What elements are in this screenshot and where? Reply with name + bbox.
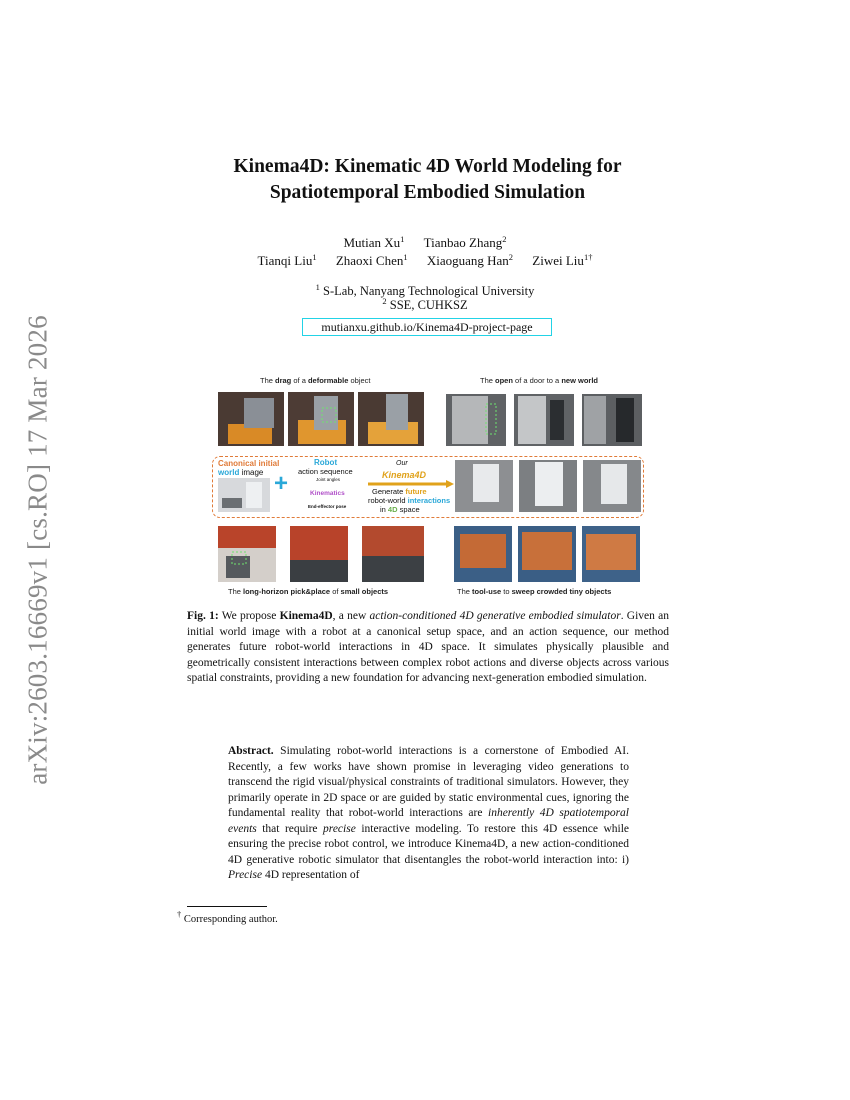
canonical-label: Canonical initial bbox=[218, 459, 280, 468]
footnote: † Corresponding author. bbox=[177, 909, 278, 925]
abstract: Abstract. Simulating robot-world interactions is a cornerstone of Embodied AI. Recently, a few works have shown promise in leveraging video generations to transcend the rigid visual/physical constraints of traditional simulators. However, they primarily operate in 2D space or are guided by static environmental cues, ignoring the fundamental reality that robot-world interactions are inherently 4D spatiotemporal events that require precise interactive modeling. To restore this 4D essence while ensuring the precise robot control, we introduce Kinema4D, a new action-conditioned 4D generative robotic simulator that disentangles the robot-world interaction into: i) Precise 4D representation of bbox=[228, 745, 630, 881]
open-door-frames bbox=[446, 390, 642, 450]
author-name: Tianqi Liu$^1$ bbox=[257, 252, 317, 268]
figure-label: Fig. 1: bbox=[187, 610, 219, 622]
tool-use-frames bbox=[454, 526, 640, 582]
author-name: Tianbao Zhang$^2$ bbox=[423, 234, 507, 250]
figure-caption: Fig. 1: We propose Kinema4D, a new action-conditioned 4D generative embodied simulator. Given an initial world image with a robot at a canonical setup space, and an action sequence, our method generates future robot-world interactions in 4D space. It simulates physically plausible and geometrically consistent interactions between complex robot actions and diverse objects across various spatial constraints, providing a new foundation for advancing next-generation embodied simulation. bbox=[187, 610, 669, 684]
affiliation-1: $^1$ S-Lab, Nanyang Technological University bbox=[315, 282, 535, 298]
author-name: Zhaoxi Chen$^1$ bbox=[335, 252, 408, 268]
title-line-2: Spatiotemporal Embodied Simulation bbox=[269, 182, 586, 203]
panel-caption-drag: The drag of a deformable object bbox=[260, 376, 371, 385]
drag-deformable-frames bbox=[218, 390, 424, 450]
panel-caption-open-door: The open of a door to a new world bbox=[480, 376, 598, 385]
action-sequence-label: action sequence bbox=[298, 467, 353, 476]
arxiv-identifier bbox=[18, 305, 58, 795]
author-row-2 bbox=[0, 252, 850, 269]
project-page-link[interactable]: mutianxu.github.io/Kinema4D-project-page bbox=[302, 318, 552, 336]
paper-title bbox=[150, 154, 705, 206]
author-name: Xiaoguang Han$^2$ bbox=[426, 252, 514, 268]
canonical-world-image bbox=[218, 478, 270, 512]
author-name: Mutian Xu$^1$ bbox=[343, 234, 405, 250]
arxiv-identifier-text: arXiv:2603.16669v1 [cs.RO] 17 Mar 2026 bbox=[22, 315, 53, 785]
model-name-label: Kinema4D bbox=[382, 470, 427, 480]
generate-line-2: robot-world interactions bbox=[368, 496, 451, 505]
author-name: Ziwei Liu$^{1\dagger}$ bbox=[532, 252, 593, 268]
affiliation-2: $^2$ SSE, CUHKSZ bbox=[382, 296, 468, 312]
pick-place-frames bbox=[218, 526, 424, 582]
panel-caption-pick-place: The long-horizon pick&place of small objects bbox=[228, 587, 389, 596]
teaser-figure bbox=[210, 370, 645, 600]
end-effector-label: End-effector pose bbox=[308, 504, 347, 509]
robot-label: Robot bbox=[314, 458, 338, 467]
generate-line-3: in 4D space bbox=[380, 505, 420, 514]
plus-icon: + bbox=[274, 470, 289, 497]
joint-angles-label: Joint angles bbox=[316, 477, 341, 482]
panel-caption-tool-use: The tool-use to sweep crowded tiny objects bbox=[457, 587, 612, 596]
author-row-1 bbox=[0, 234, 850, 251]
generate-line-1: Generate future bbox=[372, 487, 427, 496]
abstract-label: Abstract. bbox=[228, 745, 274, 757]
our-label: Our bbox=[396, 460, 408, 467]
title-line-1: Kinema4D: Kinematic 4D World Modeling for bbox=[233, 156, 622, 177]
footnote-rule bbox=[187, 906, 267, 907]
generated-interaction-frames bbox=[455, 458, 641, 514]
kinematics-label: Kinematics bbox=[310, 490, 345, 497]
world-image-label: world image bbox=[218, 468, 264, 477]
